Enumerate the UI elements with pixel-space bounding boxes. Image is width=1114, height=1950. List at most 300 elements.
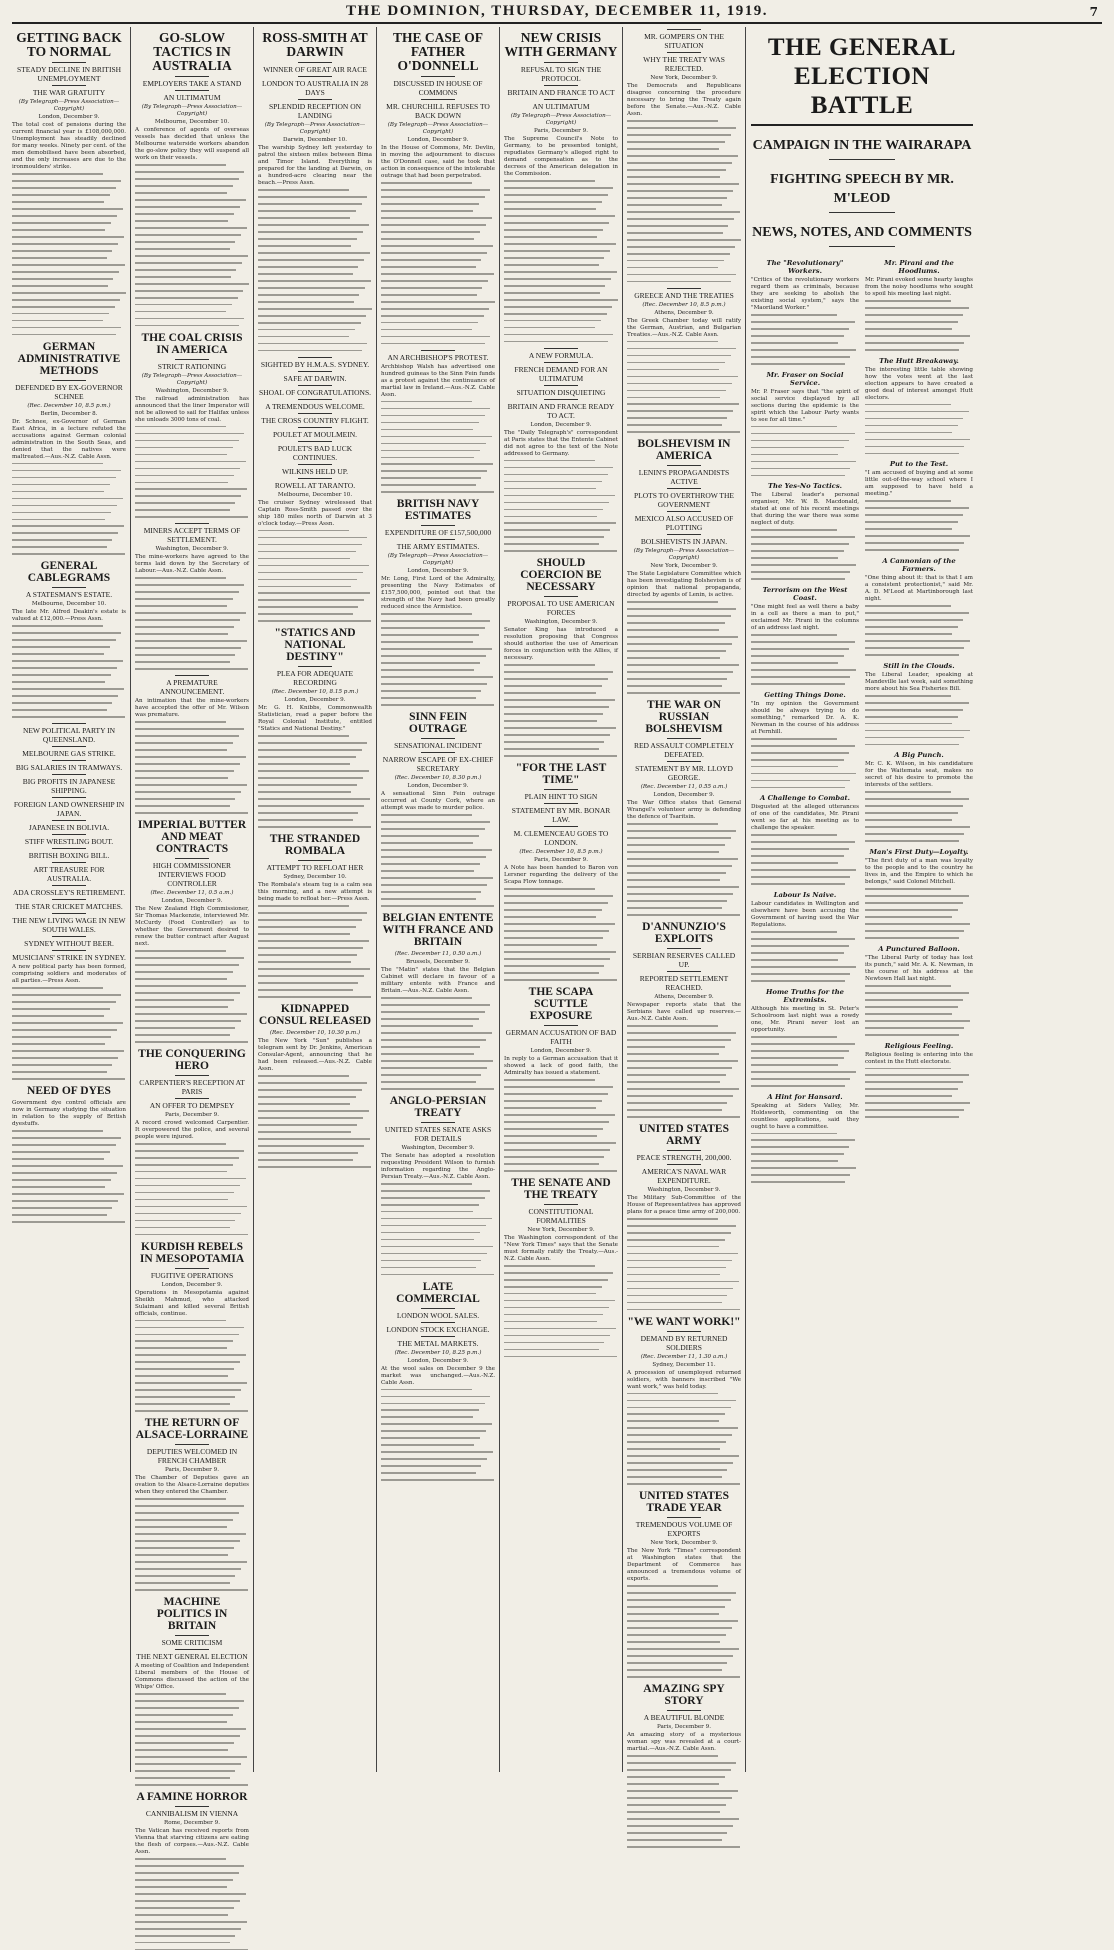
text-line: [751, 834, 837, 836]
article-body: A Note has been handed to Baron von Lersner regarding the delivery of the Scapa Flow tonnage.: [504, 865, 618, 886]
text-line: [258, 308, 372, 310]
text-lines: [504, 1265, 618, 1358]
text-line: [504, 1293, 596, 1295]
text-line: [12, 257, 107, 259]
divider: [175, 90, 209, 91]
text-line: [135, 605, 227, 607]
text-line: [627, 1620, 738, 1622]
column-5: [500, 27, 623, 1772]
article-date: New York, December 9.: [650, 1540, 718, 1547]
text-line: [627, 1302, 722, 1304]
article-body: The Senate has adopted a resolution requesting President Wilson to furnish information regarding the Anglo-Persian Treaty.—Aus.-N.Z. Cable Assn.: [381, 1152, 495, 1180]
text-line: [135, 577, 226, 579]
text-line: [627, 397, 720, 399]
divider: [829, 212, 896, 213]
article-headline: IMPERIAL BUTTER AND MEAT CONTRACTS: [137, 818, 247, 855]
article: [258, 1003, 372, 1168]
text-line: [627, 176, 720, 178]
text-line: [135, 950, 226, 952]
text-line: [504, 550, 617, 552]
text-line: [504, 1356, 617, 1358]
text-line: [504, 285, 605, 287]
text-line: [12, 505, 117, 507]
divider: [298, 399, 332, 400]
article: [627, 921, 741, 1118]
text-line: [135, 805, 230, 807]
article-headline: "STATICS AND NATIONAL DESTINY": [274, 627, 356, 664]
election-columns: [751, 253, 973, 1188]
text-line: [381, 842, 473, 844]
text-line: [12, 236, 124, 238]
text-line: [381, 1088, 494, 1090]
article-dateline: (By Telegraph—Press Association—Copyright): [141, 372, 243, 386]
text-line: [751, 945, 849, 947]
text-line: [865, 916, 952, 918]
text-line: [504, 1128, 603, 1130]
text-line: [135, 1735, 240, 1737]
text-line: [865, 1074, 969, 1076]
column-6: [623, 27, 746, 1772]
text-line: [258, 749, 362, 751]
columns-container: [8, 27, 1106, 1855]
article-subhead: EMPLOYERS TAKE A STAND: [142, 79, 242, 88]
text-line: [627, 1592, 736, 1594]
divider: [52, 774, 86, 775]
text-line: [258, 763, 350, 765]
text-line: [751, 536, 855, 538]
text-line: [504, 467, 613, 469]
section-heading: Terrorism on the West Coast.: [762, 586, 848, 603]
text-line: [865, 1109, 964, 1111]
text-line: [504, 692, 596, 694]
text-line: [504, 481, 602, 483]
text-line: [258, 1131, 351, 1133]
section-text: "I am accused of buying and at some little out-of-the-way school where I am supposed to have held a meeting.": [865, 470, 973, 498]
text-line: [504, 1307, 609, 1309]
text-line: [258, 551, 356, 553]
text-line: [135, 763, 240, 765]
text-line: [135, 1410, 248, 1412]
text-line: [865, 626, 958, 628]
divider: [544, 362, 578, 363]
article-body: Senator King has introduced a resolution proposing that Congress should authorise the use of American forces in conjunction with the Allies, if necessary.: [504, 627, 618, 662]
text-line: [627, 1804, 726, 1806]
article: [504, 986, 618, 1172]
text-line: [258, 252, 370, 254]
article-subhead: REPORTED SETTLEMENT REACHED.: [639, 973, 729, 992]
text-line: [627, 403, 739, 405]
article-headline: THE CASE OF FATHER O'DONNELL: [392, 30, 484, 73]
text-line: [381, 329, 472, 331]
text-line: [751, 952, 844, 954]
text-line: [381, 1437, 480, 1439]
divider: [52, 85, 86, 86]
section-text: Speaking at Siders Valley, Mr. Holdsworth, commenting on the countless applications, said they ought to have a committee.: [751, 1102, 859, 1130]
text-lines: [504, 664, 618, 757]
text-line: [504, 194, 608, 196]
divider: [52, 899, 86, 900]
text-line: [135, 742, 233, 744]
text-line: [504, 201, 602, 203]
text-line: [751, 862, 838, 864]
text-line: [381, 1081, 476, 1083]
text-line: [12, 1008, 110, 1010]
article-date: Darwin, December 10.: [282, 137, 347, 143]
text-line: [381, 814, 472, 816]
text-line: [865, 514, 963, 516]
article-subhead: THE STAR CRICKET MATCHES.: [15, 902, 123, 912]
divider: [421, 738, 455, 739]
text-line: [865, 805, 963, 807]
text-line: [135, 1382, 247, 1384]
text-line: [12, 660, 123, 662]
text-line: [504, 1279, 608, 1281]
section-heading: A Punctured Balloon.: [878, 944, 960, 953]
text-line: [12, 1029, 117, 1031]
text-line: [504, 1107, 596, 1109]
text-line: [865, 500, 951, 502]
text-line: [865, 535, 970, 537]
text-line: [12, 1078, 125, 1080]
text-line: [627, 197, 727, 199]
divider: [52, 723, 86, 724]
text-line: [381, 828, 485, 830]
text-line: [865, 439, 970, 441]
divider: [421, 76, 455, 77]
text-line: [751, 773, 856, 775]
article-date: Washington, December 9.: [647, 1186, 721, 1193]
text-line: [12, 334, 116, 336]
text-line: [135, 1206, 247, 1208]
article-body: The "Matin" states that the Belgian Cabinet will declare in favour of a military entente with France and Britain.—Aus.-N.Z. Cable Assn.: [381, 966, 495, 994]
text-line: [381, 620, 490, 622]
text-line: [504, 888, 595, 890]
text-lines: [381, 814, 495, 907]
article-dateline: (By Telegraph—Press Association—Copyright): [633, 548, 735, 562]
text-line: [12, 285, 108, 287]
text-line: [381, 203, 479, 205]
text-line: [12, 201, 104, 203]
article-dateline: (Rec. December 10, 10.30 p.m.): [269, 1029, 361, 1036]
article-headline: THE WAR ON RUSSIAN BOLSHEVISM: [645, 699, 723, 736]
page-number: 7: [1089, 5, 1098, 19]
text-line: [751, 766, 838, 768]
text-line: [381, 280, 488, 282]
text-line: [627, 1239, 725, 1241]
text-line: [135, 1707, 239, 1709]
text-line: [865, 992, 969, 994]
text-line: [504, 341, 608, 343]
divider: [544, 62, 578, 63]
text-lines: [504, 180, 618, 342]
text-line: [627, 1483, 740, 1485]
text-line: [258, 798, 370, 800]
article: [135, 31, 249, 326]
text-line: [865, 840, 959, 842]
article-date: Sydney, December 11.: [652, 1361, 716, 1368]
text-line: [865, 730, 970, 732]
divider: [175, 1075, 209, 1076]
text-line: [504, 516, 597, 518]
text-line: [12, 1151, 110, 1153]
section-text: Disgusted at the alleged utterances of one of the candidates, Mr. Pirani went so far at his meeting as to challenge the speaker.: [751, 804, 859, 832]
text-line: [751, 759, 844, 761]
text-line: [504, 1121, 609, 1123]
text-line: [865, 695, 951, 697]
text-lines: [381, 997, 495, 1090]
article-headline: NEW CRISIS WITH GERMANY: [504, 30, 618, 59]
text-line: [865, 791, 951, 793]
text-lines: [258, 1075, 372, 1168]
article: [135, 1417, 249, 1591]
article-subhead: CANNIBALISM IN VIENNA: [145, 1808, 239, 1818]
election-subhead: CAMPAIGN IN THE WAIRARAPA: [752, 138, 972, 153]
text-line: [865, 335, 970, 337]
section-text: "In my opinion the Government should be always trying to do something," remarked Dr. A. K. Newman in the course of his address at Fernhill.: [751, 700, 859, 735]
text-line: [258, 592, 370, 594]
text-line: [135, 290, 243, 292]
text-line: [381, 997, 472, 999]
text-line: [258, 329, 355, 331]
divider: [52, 936, 86, 937]
article-subhead: THE NEW LIVING WAGE IN NEW SOUTH WALES.: [12, 916, 126, 935]
column-7: [746, 27, 978, 1772]
text-line: [135, 269, 236, 271]
text-line: [627, 1797, 732, 1799]
text-line: [381, 1260, 481, 1262]
divider: [667, 738, 701, 739]
text-line: [751, 1078, 850, 1080]
text-line: [627, 1641, 720, 1643]
article-date: New York, December 9.: [650, 563, 718, 570]
article-subhead: SERBIAN RESERVES CALLED UP.: [632, 950, 736, 969]
text-line: [135, 1361, 240, 1363]
article: [627, 1490, 741, 1678]
text-line: [135, 1742, 234, 1744]
text-lines: [865, 404, 973, 455]
text-line: [865, 902, 963, 904]
text-line: [627, 183, 739, 185]
text-line: [627, 664, 739, 666]
text-line: [504, 755, 617, 757]
text-line: [258, 572, 363, 574]
text-line: [381, 308, 489, 310]
text-line: [381, 1423, 492, 1425]
text-line: [258, 558, 350, 560]
text-line: [751, 1146, 849, 1148]
text-lines: [627, 601, 741, 694]
text-line: [135, 971, 233, 973]
text-line: [504, 734, 610, 736]
article: [627, 29, 741, 282]
text-line: [865, 411, 969, 413]
text-line: [865, 923, 970, 925]
text-lines: [627, 1393, 741, 1486]
article-subhead: A NEW FORMULA.: [528, 350, 594, 360]
text-line: [258, 1138, 370, 1140]
text-line: [135, 1879, 233, 1881]
text-line: [627, 1081, 720, 1083]
text-lines: [504, 888, 618, 981]
text-line: [12, 229, 105, 231]
text-line: [135, 777, 228, 779]
article-body: Operations in Mesopotamia against Sheikh Mahmud, who attacked Sulaimani and killed several British officials, continue.: [135, 1289, 249, 1317]
article: [381, 498, 495, 706]
article-subhead: LONDON STOCK EXCHANGE.: [386, 1324, 490, 1334]
text-line: [504, 937, 603, 939]
article-headline: "WE WANT WORK!": [627, 1315, 741, 1328]
article-body: A new political party has been formed, comprising soldiers and moderates of all parties.—Press Assn.: [12, 964, 126, 985]
text-line: [865, 321, 958, 323]
article: [381, 31, 495, 344]
text-lines: [751, 738, 859, 789]
article-dateline: (Rec. December 10, 8.30 p.m.): [394, 775, 482, 782]
text-line: [12, 187, 116, 189]
text-line: [12, 539, 112, 541]
text-line: [12, 313, 109, 315]
article-subhead: PLAIN HINT TO SIGN: [524, 792, 598, 802]
article-dateline: (Rec. December 10, 8.15 p.m.): [271, 689, 359, 696]
article-subhead: SYDNEY WITHOUT BEER.: [24, 939, 114, 949]
divider: [52, 885, 86, 886]
text-line: [504, 1314, 603, 1316]
text-line: [627, 355, 731, 357]
text-line: [627, 410, 733, 412]
text-line: [627, 1039, 731, 1041]
text-line: [381, 1025, 473, 1027]
text-line: [135, 633, 228, 635]
text-line: [504, 278, 611, 280]
text-line: [135, 220, 228, 222]
text-lines: [627, 120, 741, 282]
article-headline: GENERAL CABLEGRAMS: [27, 560, 111, 585]
article-headline: GETTING BACK TO NORMAL: [16, 30, 122, 59]
text-lines: [135, 426, 249, 519]
article-subhead: THE NEXT GENERAL ELECTION: [136, 1652, 248, 1662]
text-line: [12, 477, 116, 479]
text-line: [135, 612, 246, 614]
text-line: [865, 453, 959, 455]
text-line: [135, 475, 234, 477]
text-line: [627, 218, 734, 220]
article-headline: UNITED STATES ARMY: [638, 1122, 729, 1147]
text-line: [627, 879, 720, 881]
text-line: [12, 222, 111, 224]
text-line: [258, 280, 371, 282]
text-line: [627, 1225, 736, 1227]
text-line: [135, 1227, 230, 1229]
text-line: [504, 306, 612, 308]
article-body: A record crowd welcomed Carpentier. It overpowered the police, and several people were injured.: [135, 1119, 249, 1140]
article-subhead: AN OFFER TO DEMPSEY: [149, 1100, 235, 1110]
text-lines: [751, 529, 859, 580]
text-line: [258, 1110, 369, 1112]
text-line: [258, 826, 371, 828]
text-line: [627, 204, 722, 206]
section-text: Mr. C. K. Wilson, in his candidature for the Waitemata seat, makes no secret of his desire to promote the interests of the settlers.: [865, 761, 973, 789]
article-dateline: (Rec. December 11, 0.55 a.m.): [640, 784, 728, 791]
article-subhead: WHY THE TREATY WAS REJECTED.: [643, 55, 725, 73]
article-subhead: MR. CHURCHILL REFUSES TO BACK DOWN: [386, 102, 490, 120]
text-line: [258, 933, 350, 935]
text-line: [504, 965, 604, 967]
text-line: [381, 252, 487, 254]
text-line: [627, 1441, 726, 1443]
text-line: [381, 905, 494, 907]
text-line: [504, 1349, 599, 1351]
text-line: [135, 1561, 247, 1563]
text-line: [627, 671, 733, 673]
text-lines: [865, 695, 973, 746]
text-line: [865, 1102, 970, 1104]
text-line: [12, 1057, 118, 1059]
divider: [421, 99, 455, 100]
text-line: [135, 1020, 241, 1022]
text-line: [504, 460, 595, 462]
text-line: [627, 608, 736, 610]
divider: [544, 399, 578, 400]
text-line: [627, 601, 718, 603]
text-line: [865, 1027, 964, 1029]
divider: [421, 1308, 455, 1309]
article-subhead: MINERS ACCEPT TERMS OF SETTLEMENT.: [143, 526, 241, 545]
text-line: [258, 812, 358, 814]
text-line: [135, 1763, 241, 1765]
text-line: [381, 1458, 487, 1460]
divider: [175, 1444, 209, 1445]
text-line: [504, 1272, 613, 1274]
text-line: [135, 199, 246, 201]
article: [135, 523, 249, 670]
text-line: [504, 299, 618, 301]
text-line: [627, 134, 731, 136]
text-line: [865, 647, 964, 649]
text-line: [135, 1143, 226, 1145]
divider: [544, 1025, 578, 1026]
text-line: [12, 553, 125, 555]
text-line: [258, 777, 363, 779]
divider: [298, 413, 332, 414]
article-body: The Democrats and Republicans disagree concerning the procedure necessary to bring the Treaty again before the Senate.—Aus.-N.Z. Cable Assn.: [627, 83, 741, 117]
text-line: [504, 958, 610, 960]
text-line: [135, 1375, 228, 1377]
article-headline: ROSS-SMITH AT DARWIN: [262, 30, 368, 59]
divider: [421, 350, 455, 351]
text-line: [751, 1181, 845, 1183]
article-subhead: REFUSAL TO SIGN THE PROTOCOL: [520, 65, 602, 83]
article-headline: SINN FEIN OUTRAGE: [408, 711, 468, 736]
article-headline: THE SCAPA SCUTTLE EXPOSURE: [528, 985, 594, 1022]
text-line: [627, 1274, 720, 1276]
article-date: London, December 9.: [284, 697, 346, 704]
article-subhead: DEFENDED BY EX-GOVERNOR SCHNEE: [15, 382, 123, 401]
text-line: [12, 306, 115, 308]
text-line: [751, 641, 855, 643]
text-line: [12, 702, 112, 704]
text-line: [627, 907, 722, 909]
article-subhead: CONSTITUTIONAL FORMALITIES: [528, 1206, 594, 1225]
text-line: [12, 1186, 105, 1188]
article-date: Paris, December 9.: [534, 857, 588, 864]
article-subhead: THE WAR GRATUITY: [32, 88, 106, 97]
article-subhead: ATTEMPT TO REFLOAT HER: [266, 863, 364, 873]
text-line: [135, 325, 239, 327]
article-subhead: BIG PROFITS IN JAPANESE SHIPPING.: [22, 777, 116, 796]
text-lines: [865, 500, 973, 551]
text-line: [135, 749, 227, 751]
divider: [544, 1204, 578, 1205]
section-text: Mr. Pirani evoked some hearty laughs from the noisy hoodlums who sought to spoil his meeting last night.: [865, 277, 973, 297]
